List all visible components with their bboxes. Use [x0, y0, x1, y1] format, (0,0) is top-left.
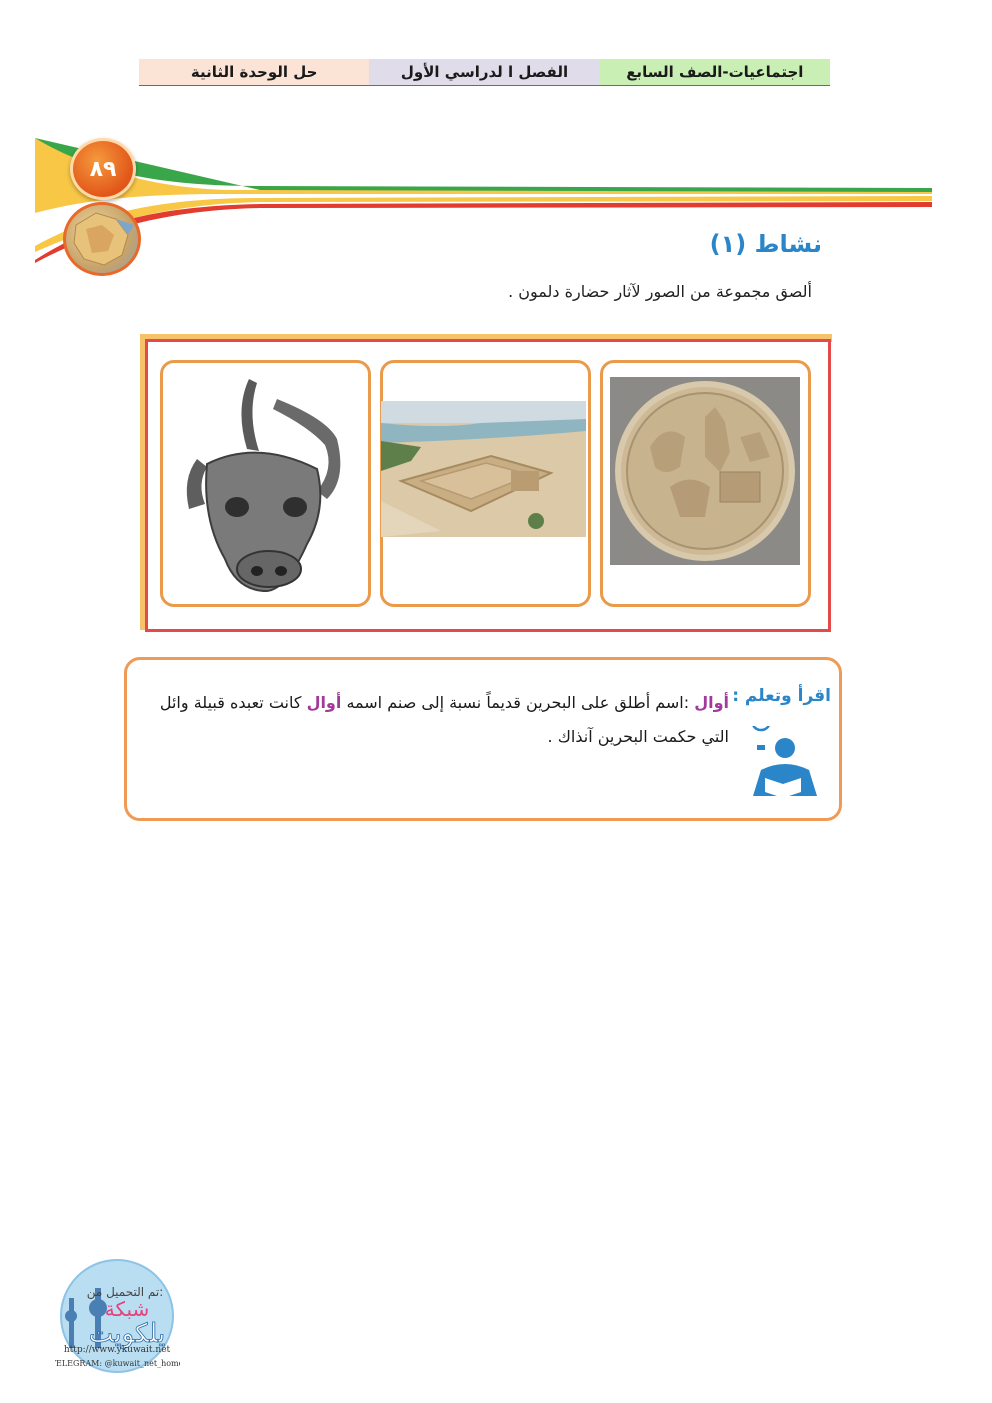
image-card-fort	[380, 360, 591, 607]
read-learn-text	[129, 686, 729, 754]
page-number-badge: ٨٩	[70, 138, 136, 200]
map-icon	[63, 202, 141, 276]
logo-telegram: TELEGRAM: @kuwait_net_home	[55, 1359, 180, 1368]
activity-instruction: ألصق مجموعة من الصور لآثار حضارة دلمون .	[508, 282, 812, 301]
logo-top-text: تم التحميل من:	[86, 1285, 164, 1299]
text-part2: كانت تعبده قبيلة وائل التي حكمت البحرين آنذاك .	[159, 693, 729, 746]
logo-url: http://www.ykuwait.net	[63, 1345, 171, 1355]
term-awal: أوال	[694, 693, 729, 712]
header-unit: حل الوحدة الثانية	[139, 59, 369, 85]
seal-image	[610, 377, 800, 565]
text-part1: :اسم أطلق على البحرين قديماً نسبة إلى صنم اسمه	[341, 693, 695, 712]
fort-image	[381, 401, 586, 537]
logo-name-line1: شبكة	[104, 1297, 150, 1321]
header-subject: اجتماعيات-الصف السابع	[600, 59, 830, 85]
header-term: الفصل ا لدراسي الأول	[369, 59, 599, 85]
read-learn-title: اقرأ وتعلم :	[732, 686, 831, 706]
activity-title: نشاط (١)	[709, 230, 822, 258]
image-card-seal	[600, 360, 811, 607]
logo-name-line2: يلكويت	[88, 1319, 166, 1349]
term-awal-2: أوال	[306, 693, 342, 712]
reading-person-icon	[747, 726, 819, 798]
page-header	[139, 59, 830, 86]
ykuwait-logo	[55, 1258, 180, 1378]
image-card-bull	[160, 360, 371, 607]
bull-head-image	[177, 369, 353, 597]
read-and-learn-box	[124, 657, 842, 821]
